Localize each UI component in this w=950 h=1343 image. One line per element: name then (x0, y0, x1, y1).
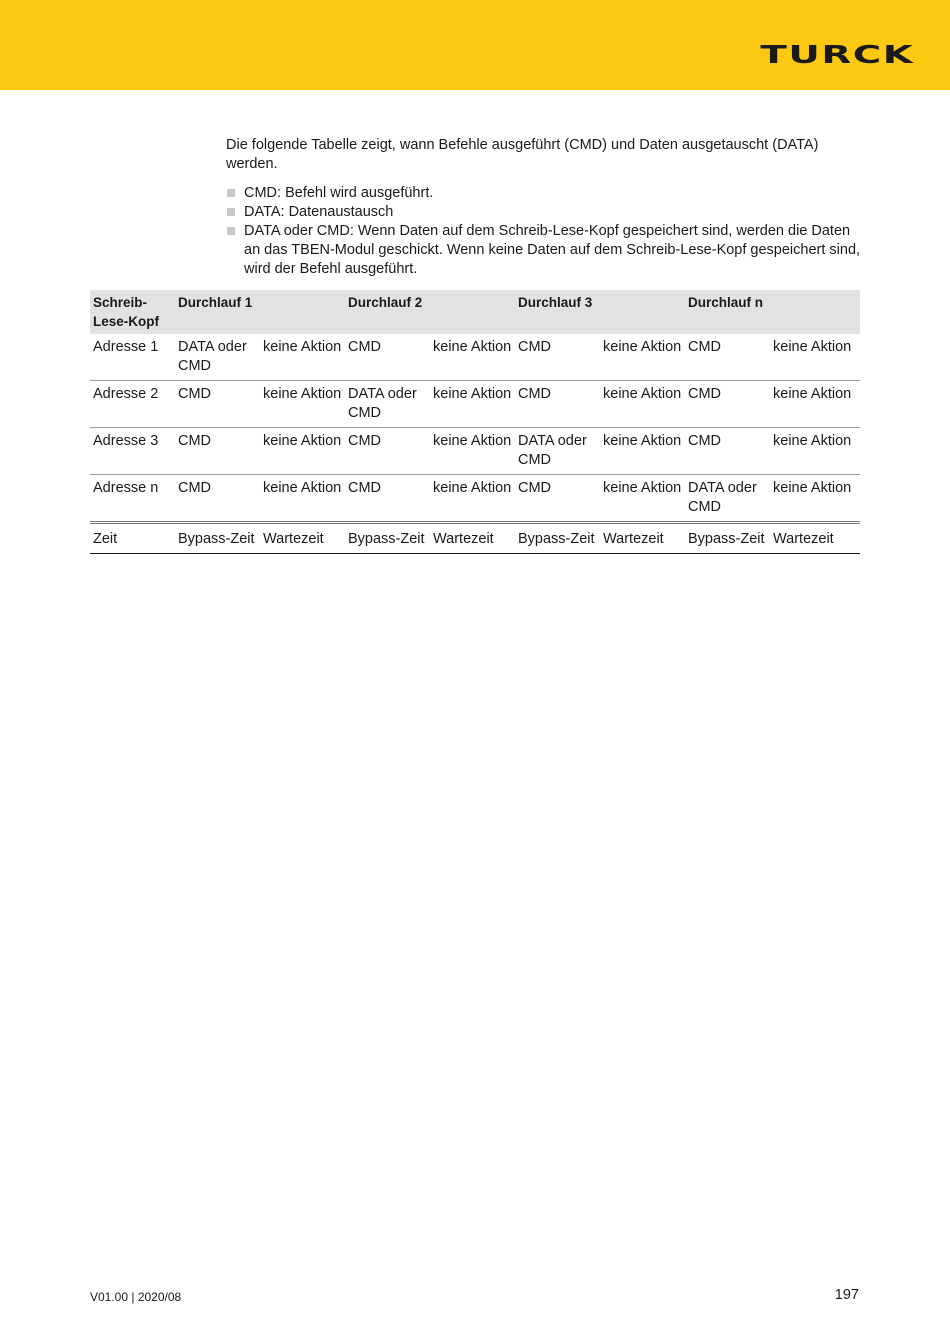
table-cell: CMD (515, 475, 600, 523)
table-cell: Wartezeit (770, 523, 860, 554)
table-cell: Bypass-Zeit (685, 523, 770, 554)
table-row (90, 334, 860, 381)
table-cell: CMD (175, 428, 260, 475)
table-cell: keine Aktion (770, 334, 860, 381)
table-cell: Bypass-Zeit (175, 523, 260, 554)
bullet-square-icon (227, 189, 235, 197)
table-cell: keine Aktion (600, 381, 685, 428)
table-cell: keine Aktion (260, 334, 345, 381)
bullet-text: DATA oder CMD: Wenn Daten auf dem Schreib-Lese-Kopf gespeichert sind, werden die Daten an das TBEN-Modul geschickt. Wenn keine Daten auf dem Schreib-Lese-Kopf gespeichert sind, wird der Befehl ausgeführt. (244, 223, 861, 277)
table-row (90, 381, 860, 428)
table-cell: Bypass-Zeit (515, 523, 600, 554)
intro-paragraph: Die folgende Tabelle zeigt, wann Befehle ausgeführt (CMD) und Daten ausgetauscht (DATA) werden. (226, 137, 819, 172)
table-cell: CMD (685, 381, 770, 428)
intro-section (226, 136, 866, 279)
table-cell: Bypass-Zeit (345, 523, 430, 554)
table-cell: keine Aktion (260, 381, 345, 428)
table-cell: CMD (685, 334, 770, 381)
bullet-list (226, 184, 866, 279)
table-cell: keine Aktion (600, 334, 685, 381)
table-cell: CMD (515, 334, 600, 381)
table-cell: CMD (175, 381, 260, 428)
page-number: 197 (834, 1287, 859, 1303)
table-cell: DATA oder CMD (515, 428, 600, 475)
table-cell: Adresse 3 (90, 428, 175, 475)
table-cell: keine Aktion (770, 428, 860, 475)
table-cell: keine Aktion (430, 334, 515, 381)
table-cell: Adresse 2 (90, 381, 175, 428)
table-cell: Adresse 1 (90, 334, 175, 381)
table-cell: keine Aktion (260, 428, 345, 475)
table-cell: keine Aktion (600, 475, 685, 523)
table-cell: keine Aktion (430, 381, 515, 428)
table-cell: CMD (345, 428, 430, 475)
bullet-item (226, 203, 866, 222)
page-header-band (0, 0, 950, 90)
bullet-text: CMD: Befehl wird ausgeführt. (244, 185, 434, 201)
timing-table (90, 290, 860, 554)
table-cell: Wartezeit (600, 523, 685, 554)
header-cell: Durchlauf 2 (345, 290, 515, 334)
table-cell: CMD (515, 381, 600, 428)
bullet-text: DATA: Datenaustausch (244, 204, 394, 220)
table-time-row (90, 523, 860, 554)
table-cell: Zeit (90, 523, 175, 554)
table-cell: CMD (175, 475, 260, 523)
footer-version: V01.00 | 2020/08 (90, 1290, 182, 1304)
table-cell: DATA oder CMD (175, 334, 260, 381)
table-cell: Wartezeit (430, 523, 515, 554)
table-cell: Adresse n (90, 475, 175, 523)
table-cell: keine Aktion (430, 475, 515, 523)
header-cell: Durchlauf n (685, 290, 860, 334)
table-cell: DATA oder CMD (345, 381, 430, 428)
table-cell: Wartezeit (260, 523, 345, 554)
bullet-item (226, 222, 866, 279)
bullet-square-icon (227, 227, 235, 235)
table-cell: CMD (685, 428, 770, 475)
header-cell: Schreib-Lese-Kopf (90, 290, 175, 334)
table-cell: keine Aktion (600, 428, 685, 475)
header-cell: Durchlauf 3 (515, 290, 685, 334)
bullet-square-icon (227, 208, 235, 216)
table-cell: keine Aktion (770, 381, 860, 428)
turck-logo: TURCK (760, 40, 914, 69)
table-cell: keine Aktion (430, 428, 515, 475)
table-cell: keine Aktion (770, 475, 860, 523)
table-header-row (90, 290, 860, 334)
bullet-item (226, 184, 866, 203)
table-cell: CMD (345, 334, 430, 381)
table-cell: DATA oder CMD (685, 475, 770, 523)
table-cell: CMD (345, 475, 430, 523)
table-cell: keine Aktion (260, 475, 345, 523)
table-row (90, 475, 860, 523)
header-cell: Durchlauf 1 (175, 290, 345, 334)
table-row (90, 428, 860, 475)
